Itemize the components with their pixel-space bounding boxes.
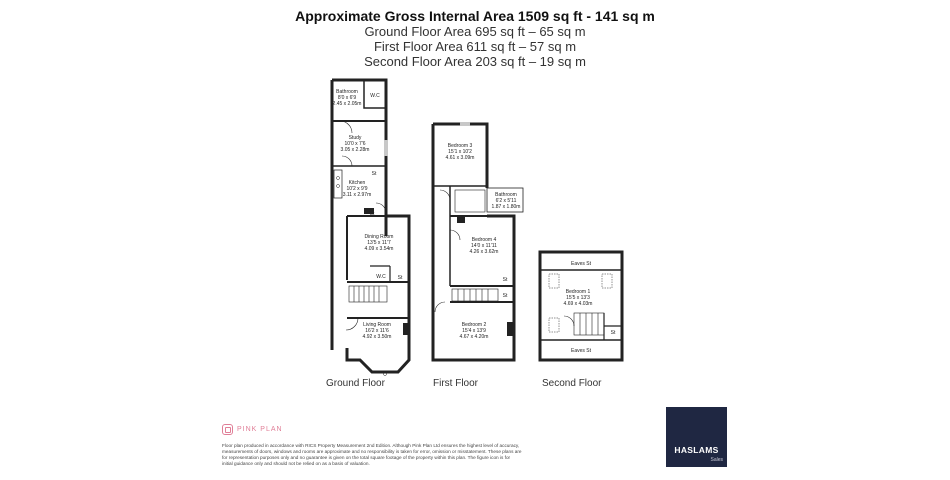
second-eaves-top: Eaves St xyxy=(570,261,592,267)
first-bed2-name: Bedroom 2 xyxy=(461,322,487,328)
first-bed3-imperial: 15'1 x 10'2 xyxy=(448,149,472,155)
agent-sub: Sales xyxy=(710,457,723,463)
first-bathroom-name: Bathroom xyxy=(495,192,517,198)
ground-living-metric: 4.92 x 3.50m xyxy=(362,334,392,340)
first-bathroom-imperial: 6'2 x 5'11 xyxy=(495,198,517,204)
ground-bathroom-imperial: 8'0 x 6'9 xyxy=(337,95,357,101)
first-bed3-name: Bedroom 3 xyxy=(447,143,473,149)
first-bed2-metric: 4.67 x 4.20m xyxy=(459,334,489,340)
ground-kitchen-metric: 3.11 x 2.97m xyxy=(342,192,372,198)
second-store-tag-1: St xyxy=(610,330,616,336)
ground-bathroom-metric: 2.45 x 2.05m xyxy=(332,101,362,107)
disclaimer-text: Floor plan produced in accordance with RICS Property Measurement 2nd Edition. Although Pink Plan Ltd ensures the highest level of accuracy, measurements of doors, windows and rooms are approximate and no responsibility is taken for error, omission or misstatement. These plans are for representation purposes only and no guarantee is given on the total square footage of the property within this plan. The figure icon is for initial guidance only and should not be relied on as a basis of valuation. xyxy=(222,443,522,466)
first-bed3-metric: 4.61 x 3.09m xyxy=(445,155,475,161)
ground-study-name: Study xyxy=(348,135,362,141)
ground-wc1-name: W.C xyxy=(370,93,380,99)
first-store-tag-2: St xyxy=(502,293,508,299)
pink-plan-logo xyxy=(222,424,283,435)
gross-area-title: Approximate Gross Internal Area 1509 sq ft - 141 sq m xyxy=(295,8,655,24)
ground-floor-area: Ground Floor Area 695 sq ft – 65 sq m xyxy=(364,24,586,39)
second-floor-area: Second Floor Area 203 sq ft – 19 sq m xyxy=(364,54,586,69)
ground-living-name: Living Room xyxy=(363,322,391,328)
first-floor-area: First Floor Area 611 sq ft – 57 sq m xyxy=(373,39,577,54)
second-floor-label: Second Floor xyxy=(542,378,602,389)
ground-study-imperial: 10'0 x 7'6 xyxy=(344,141,366,147)
ground-dining-name: Dining Room xyxy=(364,234,394,240)
ground-dining-metric: 4.09 x 3.54m xyxy=(364,246,394,252)
pink-plan-icon xyxy=(222,424,233,435)
second-bed1-name: Bedroom 1 xyxy=(565,289,591,295)
ground-bathroom-name: Bathroom xyxy=(336,89,358,95)
agent-name: HASLAMS xyxy=(674,445,719,455)
ground-study-metric: 3.05 x 2.28m xyxy=(340,147,370,153)
ground-dining-imperial: 13'5 x 11'7 xyxy=(367,240,391,246)
second-bed1-imperial: 15'5 x 13'3 xyxy=(566,295,590,301)
first-floor-label: First Floor xyxy=(433,378,478,389)
second-bed1-metric: 4.69 x 4.03m xyxy=(563,301,593,307)
first-bed4-metric: 4.26 x 3.62m xyxy=(469,249,499,255)
first-bed2-imperial: 15'4 x 13'9 xyxy=(462,328,486,334)
first-bed4-imperial: 14'0 x 11'11 xyxy=(471,243,497,249)
ground-store-tag-1: St xyxy=(371,171,377,177)
second-eaves-bottom: Eaves St xyxy=(570,348,592,354)
ground-store-tag-3: St xyxy=(397,275,403,281)
first-bed4-name: Bedroom 4 xyxy=(471,237,497,243)
haslams-logo xyxy=(666,407,727,467)
ground-floor-label: Ground Floor xyxy=(326,378,385,389)
ground-wc2-name: W.C xyxy=(376,274,386,280)
first-store-tag-1: St xyxy=(502,277,508,283)
ground-kitchen-name: Kitchen xyxy=(348,180,366,186)
ground-living-imperial: 16'2 x 11'6 xyxy=(365,328,389,334)
first-bathroom-metric: 1.87 x 1.80m xyxy=(491,204,521,210)
ground-kitchen-imperial: 10'2 x 9'9 xyxy=(346,186,368,192)
ground-store-tag-2: St xyxy=(369,211,375,217)
pink-plan-brand: PINK PLAN xyxy=(237,426,283,433)
